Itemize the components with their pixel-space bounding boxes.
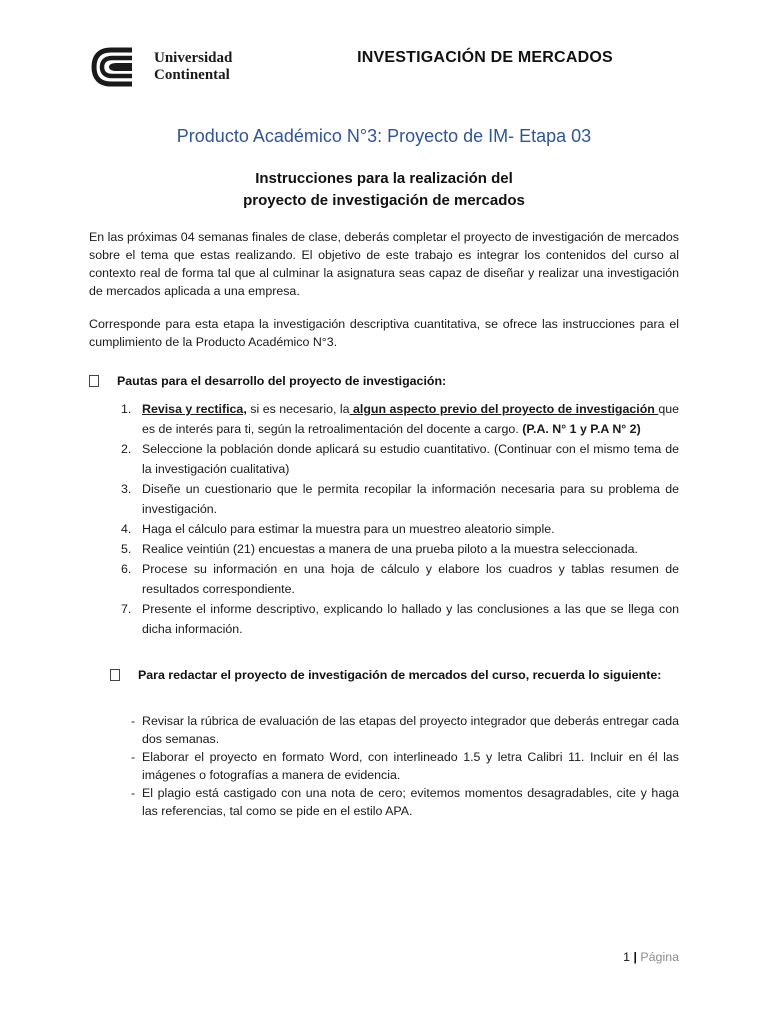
- list-text: Elaborar el proyecto en formato Word, con interlineado 1.5 y letra Calibri 11. Incluir en él las imágenes o fotografías a manera de evidencia.: [142, 750, 679, 782]
- list-item: [131, 748, 679, 784]
- list-item: [121, 519, 679, 539]
- list-text: Realice veintiún (21) encuestas a manera de una prueba piloto a la muestra seleccionada.: [142, 542, 638, 556]
- logo-line-2: Continental: [154, 67, 230, 83]
- square-bullet-icon: [89, 375, 99, 387]
- square-bullet-icon: [110, 669, 120, 681]
- dash-marker: -: [131, 786, 136, 800]
- list-text: si es necesario, la: [246, 402, 350, 416]
- intro-paragraph: En las próximas 04 semanas finales de clase, deberás completar el proyecto de investigación de mercados sobre el tema que estas realizando. El objetivo de este trabajo es integrar los contenidos del curso al contexto real de forma tal que al culminar la asignatura seas capaz de diseñar y realizar una investigación de mercados aplicada a una empresa.: [89, 230, 679, 298]
- list-item: [121, 559, 679, 599]
- list-number: 2.: [121, 442, 132, 456]
- list-item: [121, 479, 679, 519]
- course-title: INVESTIGACIÓN DE MERCADOS: [357, 49, 613, 66]
- page-footer: [623, 950, 679, 964]
- list-text: Revisar la rúbrica de evaluación de las etapas del proyecto integrador que deberás entregar cada dos semanas.: [142, 714, 679, 746]
- page-number: 1: [623, 950, 631, 964]
- dash-marker: -: [131, 750, 136, 764]
- section-2-heading-text: Para redactar el proyecto de investigación de mercados del curso, recuerda lo siguiente:: [138, 668, 662, 682]
- university-logo: [88, 44, 248, 90]
- instructions-subtitle: [0, 168, 768, 212]
- list-item: [131, 784, 679, 820]
- section-1-heading-text: Pautas para el desarrollo del proyecto de investigación:: [117, 374, 447, 388]
- list-item: [131, 712, 679, 748]
- list-number: 5.: [121, 542, 132, 556]
- list-number: 7.: [121, 602, 132, 616]
- university-logo-icon: [88, 44, 146, 90]
- stage-paragraph: Corresponde para esta etapa la investigación descriptiva cuantitativa, se ofrece las instrucciones para el cumplimiento de la Producto Académico N°3.: [89, 317, 679, 349]
- subtitle-line-1: Instrucciones para la realización del: [255, 170, 513, 187]
- dash-marker: -: [131, 714, 136, 728]
- list-item: [121, 399, 679, 439]
- product-title: Producto Académico N°3: Proyecto de IM- Etapa 03: [176, 126, 592, 146]
- reference-text: (P.A. N° 1 y P.A N° 2): [522, 422, 641, 436]
- emphasis-text: Revisa y rectifica,: [142, 402, 247, 416]
- footer-separator: |: [633, 950, 637, 964]
- emphasis-text: algun aspecto previo del proyecto de investigación: [349, 402, 659, 416]
- section-1-heading: [89, 374, 446, 388]
- list-text: Diseñe un cuestionario que le permita recopilar la información necesaria para su problema de investigación.: [142, 482, 679, 516]
- logo-wordmark: [154, 50, 232, 84]
- list-item: [121, 539, 679, 559]
- list-text: Presente el informe descriptivo, explicando lo hallado y las conclusiones a las que se llega con dicha información.: [142, 602, 679, 636]
- page-label: Página: [640, 950, 679, 964]
- list-text: El plagio está castigado con una nota de cero; evitemos momentos desagradables, cite y haga las referencias, tal como se pide en el estilo APA.: [142, 786, 679, 818]
- list-text: Procese su información en una hoja de cálculo y elabore los cuadros y tablas resumen de resultados correspondiente.: [142, 562, 679, 596]
- list-item: [121, 599, 679, 639]
- list-number: 4.: [121, 522, 132, 536]
- list-item: [121, 439, 679, 479]
- subtitle-line-2: proyecto de investigación de mercados: [243, 192, 525, 209]
- reminders-list: [131, 712, 679, 820]
- list-number: 6.: [121, 562, 132, 576]
- list-text: Seleccione la población donde aplicará su estudio cuantitativo. (Continuar con el mismo tema de la investigación cualitativa): [142, 442, 679, 476]
- list-text: Haga el cálculo para estimar la muestra para un muestreo aleatorio simple.: [142, 522, 555, 536]
- guidelines-list: [121, 399, 679, 639]
- section-2-heading: [110, 668, 661, 682]
- list-text: que es de interés para ti, según la retroalimentación del docente a cargo.: [142, 402, 679, 436]
- list-number: 1.: [121, 402, 132, 416]
- list-number: 3.: [121, 482, 132, 496]
- logo-line-1: Universidad: [154, 50, 233, 66]
